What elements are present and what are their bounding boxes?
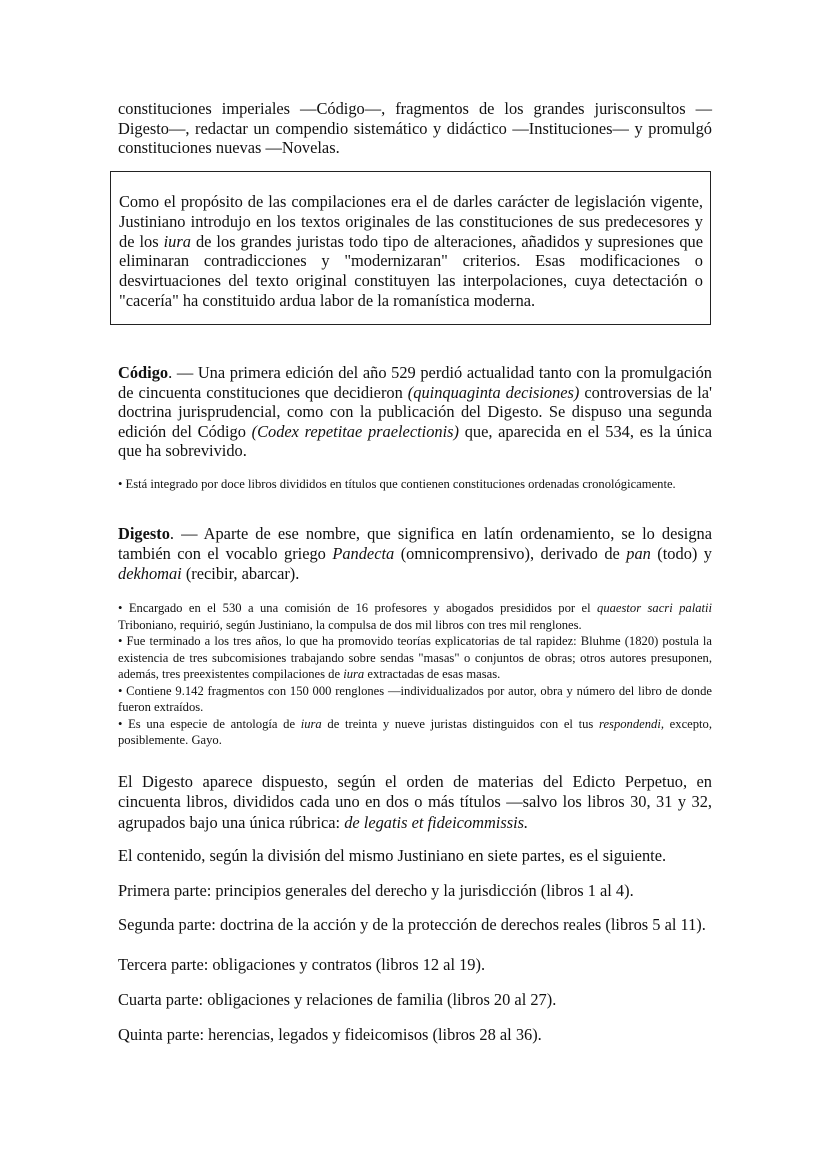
intro-line-3: constituciones nuevas —Novelas. (118, 138, 340, 157)
intro-line-2: Digesto—, redactar un compendio sistemático y didáctico —Instituciones— y promulgó (118, 118, 712, 138)
codigo-heading: Código (118, 363, 169, 382)
part-1: Primera parte: principios generales del derecho y la jurisdicción (libros 1 al 4). (118, 881, 634, 900)
digesto-note-2: • Fue terminado a los tres años, lo que ha promovido teorías explicatorias de tal rapidez: Bluhme (1820) postula la existencia de tres subcomisiones trabajando sobre sendas "masas" o conjuntos de obras; otros autores presuponen, además, tres preexistentes compilaciones de iura extractadas de esas masas. (118, 634, 712, 681)
part-2: Segunda parte: doctrina de la acción y de la protección de derechos reales (libros 5 al 11). (118, 915, 706, 934)
digesto-note-4: • Es una especie de antología de iura de treinta y nueve juristas distinguidos con el tus respondendi, excepto, posiblemente. Gayo. (118, 716, 712, 747)
digesto-heading: Digesto (118, 524, 170, 543)
interpolations-text: Como el propósito de las compilaciones era el de darles carácter de legislación vigente, Justiniano introdujo en los textos originales de las constituciones de sus predecesores y de los iura de los grandes juristas todo tipo de alteraciones, añadidos y supresiones que eliminaran contradicciones y "modernizaran" criterios. Esas modificaciones o desvirtuaciones del texto original constituyen las interpolaciones, cuya detectación o "cacería" ha constituido ardua labor de la romanística moderna. (119, 192, 703, 310)
contents-intro: El contenido, según la división del mismo Justiniano en siete partes, es el siguiente. (118, 846, 667, 865)
digesto-note-1: • Encargado en el 530 a una comisión de 16 profesores y abogados presididos por el quaestor sacri palatii Triboniano, requirió, según Justiniano, la compulsa de dos mil libros con tres mil renglones. (118, 601, 713, 632)
intro-paragraph (118, 99, 712, 158)
intro-line-1: constituciones imperiales —Código—, fragmentos de los grandes jurisconsultos — (118, 99, 712, 118)
interpolations-box (110, 171, 711, 325)
arrangement-paragraph: El Digesto aparece dispuesto, según el orden de materias del Edicto Perpetuo, en cincuenta libros, divididos cada uno en dos o más títulos —salvo los libros 30, 31 y 32, agrupados bajo una única rúbrica: de legatis et fideicommissis. (118, 772, 712, 832)
codigo-section (118, 363, 712, 492)
codigo-note: • Está integrado por doce libros divididos en títulos que contienen constituciones ordenadas cronológicamente. (118, 476, 676, 491)
digesto-paragraph: Digesto. — Aparte de ese nombre, que significa en latín ordenamiento, se lo designa también con el vocablo griego Pandecta (omnicomprensivo), derivado de pan (todo) y dekhomai (recibir, abarcar). (118, 524, 713, 583)
part-4: Cuarta parte: obligaciones y relaciones de familia (libros 20 al 27). (118, 990, 557, 1009)
digesto-note-3: • Contiene 9.142 fragmentos con 150 000 renglones —individualizados por autor, obra y número del libro de donde fueron extraídos. (118, 683, 712, 714)
part-3: Tercera parte: obligaciones y contratos (libros 12 al 19). (118, 955, 486, 974)
digesto-section (118, 524, 712, 749)
codigo-paragraph: Código. — Una primera edición del año 529 perdió actualidad tanto con la promulgación de cincuenta constituciones que decidieron (quinquaginta decisiones) controversias de la' doctrina jurisprudencial, como con la publicación del Digesto. Se dispuso una segunda edición del Código (Codex repetitae praelectionis) que, aparecida en el 534, es la única que ha sobrevivido. (118, 363, 713, 461)
part-5: Quinta parte: herencias, legados y fideicomisos (libros 28 al 36). (118, 1025, 542, 1044)
